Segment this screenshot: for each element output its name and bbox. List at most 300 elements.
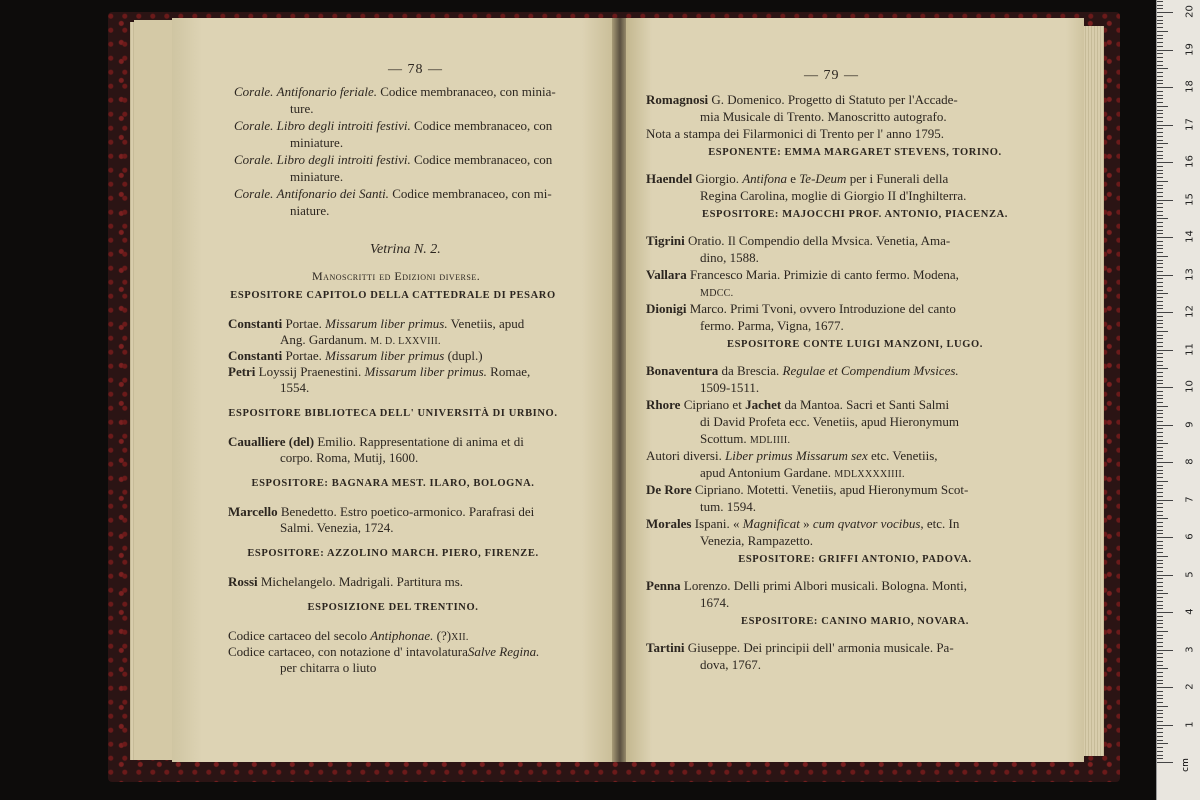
text-run: , etc. In: [920, 516, 960, 531]
text-run: Francesco Maria. Primizie di canto fermo. Modena,: [686, 267, 959, 282]
ruler-tick: [1157, 5, 1163, 6]
text-run: Emilio. Rappresentatione di anima et di: [314, 434, 524, 449]
text-run: Magnificat: [742, 516, 800, 531]
catalog-entry-continuation: [700, 318, 844, 334]
catalog-entry-continuation: [700, 414, 959, 430]
text-run: Missarum liber primus.: [325, 316, 448, 331]
ruler-tick: [1157, 552, 1163, 553]
catalog-entry: [646, 397, 949, 413]
exhibitor-header: ESPOSITORE BIBLIOTECA DELL' UNIVERSITÀ DI URBINO.: [228, 408, 558, 419]
text-run: Tartini: [646, 640, 685, 655]
ruler-tick: [1157, 537, 1173, 538]
corale-entry: [234, 118, 552, 134]
text-run: Antifona: [742, 171, 787, 186]
ruler-tick: [1157, 530, 1163, 531]
ruler-tick: [1157, 455, 1163, 456]
ruler-tick: [1157, 605, 1163, 606]
exhibitor-header: ESPOSITORE: CANINO MARIO, NOVARA.: [741, 616, 969, 627]
ruler-tick: [1157, 383, 1163, 384]
ruler-tick: [1157, 428, 1163, 429]
ruler-tick: [1157, 762, 1173, 763]
ruler-tick: [1157, 533, 1163, 534]
ruler-tick: [1157, 740, 1163, 741]
catalog-entry-continuation: [700, 380, 759, 396]
exhibitor-header: ESPOSITORE CONTE LUIGI MANZONI, LUGO.: [727, 339, 983, 350]
ruler-label: 15: [1184, 192, 1196, 206]
text-run: Antiphonae.: [370, 628, 434, 643]
ruler-tick: [1157, 725, 1173, 726]
ruler-tick: [1157, 443, 1168, 444]
ruler-label: 16: [1184, 155, 1196, 168]
ruler-tick: [1157, 57, 1163, 58]
text-run: Antifonario dei Santi.: [276, 186, 389, 201]
catalog-entry-continuation: [700, 533, 813, 549]
ruler-tick: [1157, 496, 1163, 497]
ruler-tick: [1157, 185, 1163, 186]
ruler-tick: [1157, 263, 1163, 264]
ruler-tick: [1157, 117, 1163, 118]
ruler-tick: [1157, 305, 1163, 306]
catalog-entry: [646, 233, 950, 249]
ruler-tick: [1157, 23, 1163, 24]
ruler-tick: [1157, 473, 1163, 474]
catalog-entry: [646, 578, 967, 594]
ruler-tick: [1157, 188, 1163, 189]
ruler-tick: [1157, 68, 1168, 69]
text-run: da Brescia.: [718, 363, 783, 378]
catalog-entry: [228, 364, 530, 380]
text-run: Petri: [228, 364, 256, 379]
ruler-tick: [1157, 601, 1163, 602]
catalog-entry-continuation: [700, 250, 759, 266]
text-run: Haendel: [646, 171, 693, 186]
text-run: Cipriano et: [680, 397, 746, 412]
ruler-tick: [1157, 267, 1163, 268]
page-number: — 78 —: [388, 62, 443, 77]
catalog-entry: [228, 644, 539, 660]
text-run: e: [786, 171, 800, 186]
text-run: Portae.: [282, 348, 326, 363]
text-run: Codice cartaceo, con notazione d' intavolatura: [228, 644, 468, 659]
ruler-tick: [1157, 35, 1163, 36]
ruler-tick: [1157, 747, 1163, 748]
ruler-tick: [1157, 653, 1163, 654]
ruler-tick: [1157, 155, 1163, 156]
ruler-tick: [1157, 391, 1163, 392]
ruler-tick: [1157, 98, 1163, 99]
ruler-tick: [1157, 196, 1163, 197]
page-number: — 79 —: [804, 68, 859, 83]
ruler-tick: [1157, 507, 1163, 508]
corale-entry-continuation: [290, 203, 329, 219]
text-run: Cipriano. Motetti. Venetiis, apud Hieronymum Scot-: [691, 482, 969, 497]
ruler-tick: [1157, 1, 1163, 2]
ruler-tick: [1157, 376, 1163, 377]
corale-entry: [234, 152, 552, 168]
ruler-tick: [1157, 170, 1163, 171]
ruler-tick: [1157, 683, 1163, 684]
ruler-label: 4: [1184, 608, 1196, 615]
text-run: Benedetto. Estro poetico-armonico. Parafrasi dei: [277, 504, 535, 519]
ruler-tick: [1157, 462, 1173, 463]
ruler-tick: [1157, 102, 1163, 103]
ruler-tick: [1157, 65, 1163, 66]
ruler-tick: [1157, 732, 1163, 733]
ruler-tick: [1157, 571, 1163, 572]
ruler-tick: [1157, 687, 1173, 688]
ruler-tick: [1157, 83, 1163, 84]
ruler-tick: [1157, 421, 1163, 422]
ruler-tick: [1157, 226, 1163, 227]
catalog-entry: [228, 348, 483, 364]
ruler-tick: [1157, 372, 1163, 373]
text-run: Marcello: [228, 504, 278, 519]
ruler-tick: [1157, 447, 1163, 448]
ruler-tick: [1157, 143, 1168, 144]
ruler-tick: [1157, 593, 1168, 594]
catalog-entry: [646, 92, 958, 108]
ruler-label: 12: [1184, 305, 1196, 318]
text-run: corpo. Roma, Mutij, 1600.: [280, 450, 419, 465]
ruler-tick: [1157, 425, 1173, 426]
text-run: MDCC.: [700, 288, 734, 299]
corale-entry-continuation: [290, 101, 313, 117]
ruler-tick: [1157, 575, 1173, 576]
text-run: Ispani. «: [691, 516, 743, 531]
exhibitor-header: ESPOSITORE CAPITOLO DELLA CATTEDRALE DI PESARO: [230, 290, 556, 301]
ruler-tick: [1157, 406, 1168, 407]
text-run: Nota a stampa dei Filarmonici di Trento per l' anno 1795.: [646, 126, 945, 141]
text-run: Te-Deum: [799, 171, 847, 186]
ruler-tick: [1157, 706, 1168, 707]
ruler-label: 19: [1184, 42, 1196, 56]
ruler-tick: [1157, 237, 1173, 238]
ruler-tick: [1157, 545, 1163, 546]
ruler-tick: [1157, 410, 1163, 411]
ruler-tick: [1157, 181, 1168, 182]
ruler-tick: [1157, 132, 1163, 133]
catalog-entry: [646, 363, 959, 379]
exhibitor-header: ESPOSITORE: AZZOLINO MARCH. PIERO, FIRENZE.: [247, 548, 539, 559]
exhibitor-header: ESPOSITORE: BAGNARA MEST. ILARO, BOLOGNA.: [251, 478, 535, 489]
ruler-tick: [1157, 125, 1173, 126]
text-run: MDLXXXXIIII.: [834, 469, 905, 480]
ruler-tick: [1157, 488, 1163, 489]
ruler-tick: [1157, 728, 1163, 729]
ruler-label: 5: [1184, 570, 1196, 578]
ruler-tick: [1157, 668, 1168, 669]
ruler-tick: [1157, 492, 1163, 493]
ruler-tick: [1157, 560, 1163, 561]
text-run: Oratio. Il Compendio della Mvsica. Venetia, Ama-: [684, 233, 951, 248]
ruler-tick: [1157, 353, 1163, 354]
text-run: G. Domenico. Progetto di Statuto per l'Accade-: [708, 92, 958, 107]
exhibitor-header: ESPOSIZIONE DEL TRENTINO.: [307, 602, 479, 613]
ruler-tick: [1157, 297, 1163, 298]
ruler-tick: [1157, 91, 1163, 92]
ruler-tick: [1157, 12, 1173, 13]
ruler-tick: [1157, 627, 1163, 628]
ruler-tick: [1157, 511, 1163, 512]
ruler-tick: [1157, 342, 1163, 343]
text-run: miniature.: [290, 169, 344, 184]
ruler-tick: [1157, 20, 1163, 21]
text-run: tum. 1594.: [700, 499, 756, 514]
ruler-tick: [1157, 556, 1168, 557]
text-run: Constanti: [228, 316, 283, 331]
catalog-entry-continuation: [280, 380, 309, 396]
text-run: etc. Venetiis,: [867, 448, 938, 463]
ruler-tick: [1157, 695, 1163, 696]
corale-entry-continuation: [290, 169, 343, 185]
text-run: Corale.: [234, 84, 274, 99]
ruler-tick: [1157, 672, 1163, 673]
ruler-tick: [1157, 680, 1163, 681]
text-run: Antifonario feriale.: [276, 84, 378, 99]
ruler-label: 20: [1184, 5, 1196, 18]
ruler-tick: [1157, 398, 1163, 399]
ruler-tick: [1157, 466, 1163, 467]
ruler-tick: [1157, 327, 1163, 328]
ruler-tick: [1157, 290, 1163, 291]
text-run: Penna: [646, 578, 681, 593]
text-run: 1509-1511.: [700, 380, 760, 395]
ruler-tick: [1157, 485, 1163, 486]
catalog-entry: [228, 504, 534, 520]
ruler-tick: [1157, 387, 1173, 388]
text-run: Rossi: [228, 574, 258, 589]
ruler-tick: [1157, 113, 1163, 114]
left-page: [172, 18, 614, 762]
text-run: Regina Carolina, moglie di Giorgio II d'Inghilterra.: [700, 188, 967, 203]
ruler-tick: [1157, 691, 1163, 692]
ruler-label: 18: [1184, 80, 1196, 93]
exhibitor-header: ESPOSITORE: GRIFFI ANTONIO, PADOVA.: [738, 554, 972, 565]
ruler-tick: [1157, 758, 1163, 759]
text-run: Loyssij Praenestini.: [255, 364, 365, 379]
text-run: Libro degli introiti festivi.: [276, 118, 411, 133]
text-run: fermo. Parma, Vigna, 1677.: [700, 318, 844, 333]
text-run: Giuseppe. Dei principii dell' armonia musicale. Pa-: [684, 640, 954, 655]
ruler-tick: [1157, 620, 1163, 621]
ruler-tick: [1157, 286, 1163, 287]
ruler-tick: [1157, 192, 1163, 193]
text-run: Giorgio.: [692, 171, 743, 186]
text-run: Jachet: [745, 397, 782, 412]
ruler-tick: [1157, 582, 1163, 583]
ruler-unit-label: cm: [1180, 758, 1191, 772]
text-run: Corale.: [234, 118, 274, 133]
ruler-tick: [1157, 380, 1163, 381]
ruler-tick: [1157, 278, 1163, 279]
text-run: Venezia, Rampazetto.: [700, 533, 813, 548]
ruler-tick: [1157, 642, 1163, 643]
ruler-tick: [1157, 248, 1163, 249]
text-run: MDLIIII.: [749, 435, 791, 446]
text-run: Morales: [646, 516, 692, 531]
ruler-tick: [1157, 721, 1163, 722]
ruler-label: 9: [1184, 420, 1196, 428]
text-run: M. D. LXXVIII.: [370, 336, 441, 347]
ruler-tick: [1157, 590, 1163, 591]
text-run: Missarum liber primus: [325, 348, 445, 363]
ruler-tick: [1157, 586, 1163, 587]
ruler-tick: [1157, 451, 1163, 452]
right-page: [626, 18, 1084, 762]
ruler-tick: [1157, 638, 1163, 639]
text-run: Ang. Gardanum.: [280, 332, 371, 347]
ruler-label: 10: [1184, 380, 1196, 393]
ruler-tick: [1157, 702, 1163, 703]
text-run: Vallara: [646, 267, 687, 282]
text-run: Salmi. Venezia, 1724.: [280, 520, 394, 535]
corale-entry: [234, 186, 552, 202]
catalog-entry-continuation: [280, 660, 376, 676]
text-run: Codice membranaceo, con: [410, 118, 553, 133]
ruler-tick: [1157, 230, 1163, 231]
text-run: Dionigi: [646, 301, 687, 316]
text-run: Autori diversi.: [646, 448, 726, 463]
ruler-tick: [1157, 500, 1173, 501]
ruler-tick: [1157, 308, 1163, 309]
ruler-tick: [1157, 635, 1163, 636]
ruler-tick: [1157, 110, 1163, 111]
ruler-label: 3: [1184, 645, 1196, 653]
text-run: dino, 1588.: [700, 250, 759, 265]
ruler-tick: [1157, 27, 1163, 28]
text-run: 1554.: [280, 380, 310, 395]
ruler-tick: [1157, 211, 1163, 212]
catalog-entry-continuation: [280, 450, 418, 466]
text-run: De Rore: [646, 482, 692, 497]
ruler-tick: [1157, 623, 1163, 624]
catalog-entry: [228, 434, 524, 450]
catalog-entry: [228, 316, 524, 332]
ruler-tick: [1157, 657, 1163, 658]
text-run: Constanti: [228, 348, 283, 363]
ruler-tick: [1157, 233, 1163, 234]
ruler-tick: [1157, 275, 1173, 276]
ruler-tick: [1157, 736, 1163, 737]
ruler-tick: [1157, 140, 1163, 141]
text-run: (dupl.): [444, 348, 483, 363]
ruler-tick: [1157, 713, 1163, 714]
text-run: per i Funerali della: [846, 171, 949, 186]
ruler-tick: [1157, 31, 1168, 32]
ruler-tick: [1157, 320, 1163, 321]
ruler-tick: [1157, 661, 1163, 662]
catalog-entry: [228, 574, 463, 590]
ruler-tick: [1157, 470, 1163, 471]
ruler-tick: [1157, 755, 1163, 756]
ruler-tick: [1157, 477, 1163, 478]
ruler-tick: [1157, 440, 1163, 441]
ruler-tick: [1157, 173, 1163, 174]
ruler-label: 1: [1184, 720, 1196, 728]
catalog-entry-continuation: [700, 284, 733, 302]
ruler-tick: [1157, 106, 1168, 107]
text-run: Codice cartaceo del secolo: [228, 628, 371, 643]
ruler-tick: [1157, 743, 1168, 744]
ruler-tick: [1157, 563, 1163, 564]
catalog-entry-continuation: [700, 657, 761, 673]
ruler-tick: [1157, 357, 1163, 358]
text-run: cum qvatvor vocibus: [812, 516, 921, 531]
ruler-tick: [1157, 417, 1163, 418]
ruler-tick: [1157, 271, 1163, 272]
ruler-tick: [1157, 76, 1163, 77]
measurement-ruler: [1156, 0, 1200, 800]
ruler-tick: [1157, 338, 1163, 339]
ruler-label: 17: [1184, 117, 1196, 131]
text-run: XII.: [451, 632, 469, 643]
catalog-entry: [646, 171, 948, 187]
text-run: Marco. Primi Tvoni, ovvero Introduzione del canto: [686, 301, 956, 316]
catalog-entry: [646, 482, 968, 498]
ruler-label: 13: [1184, 267, 1196, 281]
ruler-tick: [1157, 548, 1163, 549]
ruler-tick: [1157, 522, 1163, 523]
text-run: Missarum liber primus.: [364, 364, 487, 379]
catalog-entry-continuation: [700, 188, 966, 204]
ruler-tick: [1157, 61, 1163, 62]
ruler-tick: [1157, 402, 1163, 403]
ruler-tick: [1157, 541, 1163, 542]
ruler-tick: [1157, 432, 1163, 433]
ruler-tick: [1157, 458, 1163, 459]
ruler-tick: [1157, 200, 1173, 201]
ruler-tick: [1157, 301, 1163, 302]
ruler-tick: [1157, 515, 1163, 516]
catalog-entry-continuation: [700, 595, 729, 611]
ruler-tick: [1157, 335, 1163, 336]
text-run: Rhore: [646, 397, 681, 412]
ruler-tick: [1157, 121, 1163, 122]
ruler-tick: [1157, 151, 1163, 152]
text-run: Codice membranaceo, con: [410, 152, 553, 167]
catalog-entry-continuation: [280, 520, 394, 536]
text-run: »: [799, 516, 813, 531]
ruler-tick: [1157, 207, 1163, 208]
ruler-tick: [1157, 650, 1173, 651]
ruler-tick: [1157, 413, 1163, 414]
text-run: Salve Regina.: [467, 644, 540, 659]
ruler-label: 6: [1184, 533, 1196, 540]
text-run: apud Antonium Gardane.: [700, 465, 835, 480]
ruler-tick: [1157, 128, 1163, 129]
catalog-entry-continuation: [700, 499, 756, 515]
text-run: Regulae et Compendium Mvsices.: [782, 363, 959, 378]
ruler-tick: [1157, 166, 1163, 167]
ruler-tick: [1157, 87, 1173, 88]
ruler-tick: [1157, 436, 1163, 437]
ruler-tick: [1157, 316, 1163, 317]
ruler-tick: [1157, 38, 1163, 39]
ruler-tick: [1157, 147, 1163, 148]
ruler-tick: [1157, 72, 1163, 73]
text-run: da Mantoa. Sacri et Santi Salmi: [781, 397, 950, 412]
text-run: Bonaventura: [646, 363, 719, 378]
ruler-tick: [1157, 665, 1163, 666]
ruler-label: 7: [1184, 495, 1196, 503]
ruler-tick: [1157, 368, 1168, 369]
ruler-tick: [1157, 53, 1163, 54]
text-run: Scottum.: [700, 431, 750, 446]
ruler-tick: [1157, 346, 1163, 347]
catalog-entry: [646, 267, 959, 283]
ruler-tick: [1157, 177, 1163, 178]
ruler-tick: [1157, 256, 1168, 257]
